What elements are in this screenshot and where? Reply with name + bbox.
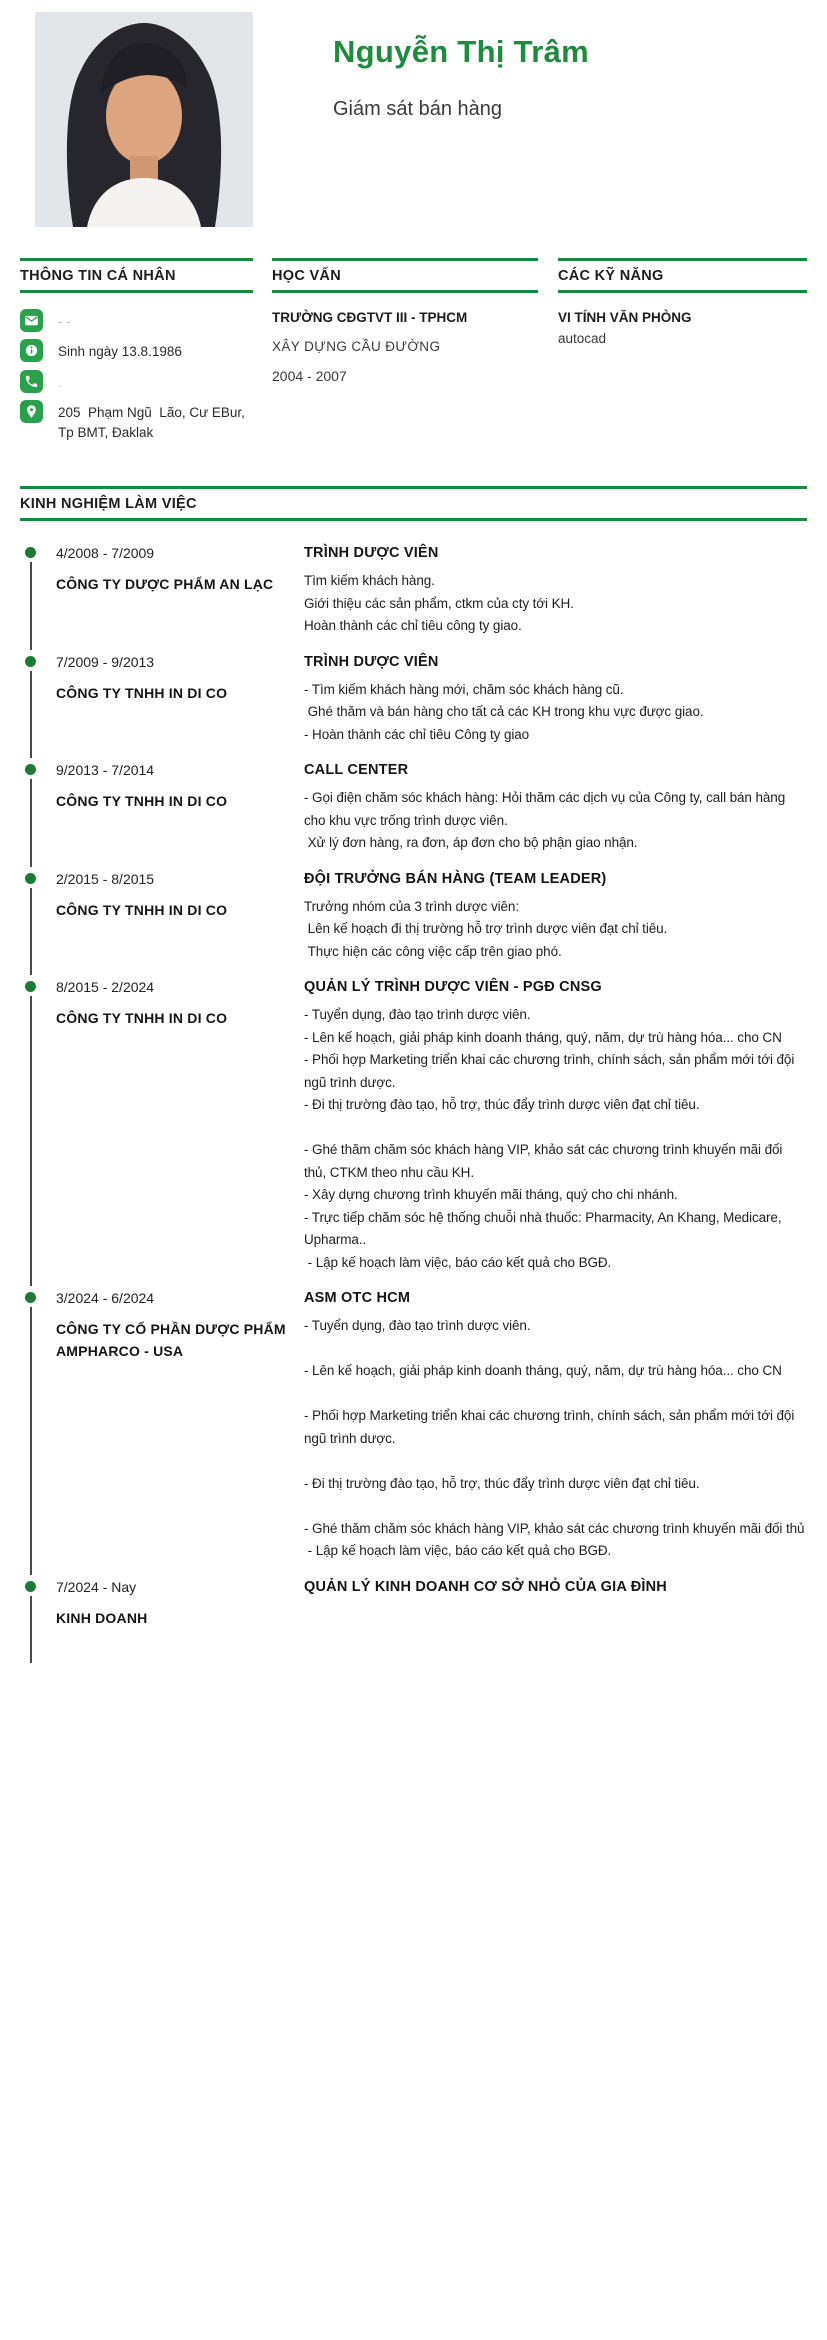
profile-photo	[35, 12, 253, 227]
timeline-line	[30, 779, 32, 867]
skills-section	[558, 258, 807, 346]
personal-info-item	[20, 339, 253, 362]
skills-heading: CÁC KỸ NĂNG	[558, 258, 807, 293]
timeline-rail	[20, 545, 56, 638]
job-description-line: - Hoàn thành các chỉ tiêu Công ty giao	[304, 726, 530, 742]
timeline-dot-icon	[25, 1292, 36, 1303]
job-period: 7/2024 - Nay	[56, 1578, 137, 1595]
timeline-line	[30, 996, 32, 1286]
job-description	[304, 1004, 807, 1274]
job-title: ASM OTC HCM	[304, 1290, 411, 1306]
job-description-line	[304, 1383, 807, 1406]
timeline-rail	[20, 762, 56, 855]
job-company: CÔNG TY TNHH IN DI CO	[56, 684, 228, 701]
education-heading: HỌC VẤN	[272, 258, 538, 293]
job-description	[304, 679, 807, 747]
job-description-line: - Phối hợp Marketing triển khai các chương trình, chính sách, sản phẩm mới tới đội ngũ trình dược.	[304, 1052, 798, 1090]
job-title: QUẢN LÝ KINH DOANH CƠ SỞ NHỎ CỦA GIA ĐÌNH	[304, 1578, 667, 1595]
personal-info-text: 205 Phạm Ngũ Lão, Cư EBur, Tp BMT, Đaklak	[58, 404, 249, 440]
timeline-dot-icon	[25, 764, 36, 775]
job-company: CÔNG TY TNHH IN DI CO	[56, 793, 228, 809]
job-description-line: Trưởng nhóm của 3 trình dược viên:	[304, 898, 519, 914]
job-description-line: - Lập kế hoạch làm việc, báo cáo kết quả cho BGĐ.	[304, 1254, 612, 1270]
job-description-line: - Ghé thăm chăm sóc khách hàng VIP, khảo sát các chương trình khuyến mãi đối thủ, CTKM theo nhu cầu KH.	[304, 1142, 786, 1180]
job-description-line: - Trực tiếp chăm sóc hệ thống chuỗi nhà thuốc: Pharmacity, An Khang, Medicare, Upharma..	[304, 1209, 786, 1247]
job-title: TRÌNH DƯỢC VIÊN	[304, 653, 439, 670]
job-title: QUẢN LÝ TRÌNH DƯỢC VIÊN - PGĐ CNSG	[304, 979, 602, 995]
job-title: ĐỘI TRƯỞNG BÁN HÀNG (TEAM LEADER)	[304, 870, 607, 887]
experience-heading: KINH NGHIỆM LÀM VIỆC	[20, 486, 807, 521]
job-description	[304, 1315, 807, 1563]
job-description-line	[304, 1117, 807, 1140]
job-period: 8/2015 - 2/2024	[56, 979, 155, 995]
job-title: CALL CENTER	[304, 762, 409, 778]
personal-info-text: - -	[58, 314, 71, 329]
experience-entry	[20, 654, 807, 747]
job-description-line: - Đi thị trường đào tạo, hỗ trợ, thúc đẩy trình dược viên đạt chỉ tiêu.	[304, 1475, 700, 1491]
timeline-dot-icon	[25, 873, 36, 884]
job-description-line	[304, 1495, 807, 1518]
personal-info-text: Sinh ngày 13.8.1986	[58, 344, 182, 360]
job-description-line: - Tuyển dụng, đào tạo trình dược viên.	[304, 1007, 531, 1022]
experience-timeline	[20, 545, 807, 1651]
phone-icon	[20, 370, 43, 393]
job-period: 3/2024 - 6/2024	[56, 1290, 155, 1306]
info-icon	[20, 339, 43, 362]
personal-info-text: .	[58, 374, 62, 390]
personal-info-item	[20, 309, 253, 332]
job-description-line: - Xây dựng chương trình khuyến mãi tháng, quý cho chi nhánh.	[304, 1187, 678, 1202]
experience-entry	[20, 1290, 807, 1563]
job-description-line: - Gọi điện chăm sóc khách hàng: Hỏi thăm các dịch vụ của Công ty, call bán hàng cho khu vực trống trình dược viên.	[304, 790, 789, 828]
job-description-line: - Phối hợp Marketing triển khai các chương trình, chính sách, sản phẩm mới tới đội ngũ trình dược.	[304, 1408, 798, 1446]
job-description-line: Xử lý đơn hàng, ra đơn, áp đơn cho bộ phận giao nhận.	[304, 835, 638, 850]
timeline-line	[30, 1596, 32, 1663]
job-company: CÔNG TY CỔ PHẦN DƯỢC PHẨM AMPHARCO - USA	[56, 1321, 286, 1359]
timeline-dot-icon	[25, 656, 36, 667]
education-section	[272, 258, 538, 384]
skill-detail: autocad	[558, 331, 607, 346]
job-description-line: - Lên kế hoạch, giải pháp kinh doanh tháng, quý, năm, dự trù hàng hóa... cho CN	[304, 1029, 782, 1045]
timeline-line	[30, 1307, 32, 1575]
job-description	[304, 570, 807, 638]
job-description-line	[304, 1450, 807, 1473]
email-icon	[20, 309, 43, 332]
job-description-line: - Đi thị trường đào tạo, hỗ trợ, thúc đẩy trình dược viên đạt chỉ tiêu.	[304, 1097, 700, 1112]
location-icon	[20, 400, 43, 423]
education-major: XÂY DỰNG CẦU ĐƯỜNG	[272, 339, 441, 354]
job-description-line: - Ghé thăm chăm sóc khách hàng VIP, khảo sát các chương trình khuyến mãi đối thủ	[304, 1520, 805, 1536]
timeline-dot-icon	[25, 981, 36, 992]
job-description-line: Ghé thăm và bán hàng cho tất cả các KH trong khu vực được giao.	[304, 704, 704, 719]
timeline-line	[30, 671, 32, 759]
personal-info-heading: THÔNG TIN CÁ NHÂN	[20, 258, 253, 293]
job-description-line: Tìm kiếm khách hàng.	[304, 573, 435, 588]
experience-entry	[20, 762, 807, 855]
experience-entry	[20, 545, 807, 638]
experience-section	[20, 486, 807, 1667]
candidate-name: Nguyễn Thị Trâm	[333, 34, 589, 69]
job-description-line: Thực hiện các công việc cấp trên giao phó.	[304, 943, 562, 959]
experience-entry	[20, 871, 807, 964]
job-description-line: - Lập kế hoạch làm việc, báo cáo kết quả cho BGĐ.	[304, 1543, 612, 1558]
skill-title: VI TÍNH VĂN PHÒNG	[558, 310, 692, 325]
timeline-rail	[20, 654, 56, 747]
timeline-rail	[20, 1290, 56, 1563]
job-period: 9/2013 - 7/2014	[56, 762, 155, 778]
job-period: 2/2015 - 8/2015	[56, 870, 155, 887]
timeline-dot-icon	[25, 547, 36, 558]
personal-info-section	[20, 258, 253, 450]
timeline-line	[30, 888, 32, 976]
timeline-dot-icon	[25, 1581, 36, 1592]
timeline-line	[30, 562, 32, 650]
timeline-rail	[20, 871, 56, 964]
candidate-job-title: Giám sát bán hàng	[333, 98, 502, 120]
job-title: TRÌNH DƯỢC VIÊN	[304, 545, 439, 561]
job-description-line: - Tìm kiếm khách hàng mới, chăm sóc khách hàng cũ.	[304, 681, 624, 697]
job-period: 4/2008 - 7/2009	[56, 545, 155, 561]
job-description	[304, 787, 807, 855]
job-period: 7/2009 - 9/2013	[56, 653, 155, 670]
job-company: KINH DOANH	[56, 1609, 148, 1626]
job-description-line: Giới thiệu các sản phẩm, ctkm của cty tới KH.	[304, 595, 574, 611]
job-description-line: - Tuyển dụng, đào tạo trình dược viên.	[304, 1318, 531, 1333]
personal-info-list	[20, 309, 253, 443]
job-company: CÔNG TY TNHH IN DI CO	[56, 901, 228, 918]
job-description	[304, 896, 807, 964]
timeline-rail	[20, 1579, 56, 1651]
education-years: 2004 - 2007	[272, 368, 347, 384]
timeline-rail	[20, 979, 56, 1274]
personal-info-item	[20, 400, 253, 444]
job-description-line: Hoàn thành các chỉ tiêu công ty giao.	[304, 618, 522, 633]
education-school: TRƯỜNG CĐGTVT III - TPHCM	[272, 310, 468, 325]
experience-entry	[20, 979, 807, 1274]
job-company: CÔNG TY TNHH IN DI CO	[56, 1010, 228, 1026]
job-description-line	[304, 1338, 807, 1361]
job-company: CÔNG TY DƯỢC PHẨM AN LẠC	[56, 576, 274, 592]
personal-info-item	[20, 370, 253, 393]
job-description-line: - Lên kế hoạch, giải pháp kinh doanh tháng, quý, năm, dự trù hàng hóa... cho CN	[304, 1363, 782, 1378]
experience-entry	[20, 1579, 807, 1651]
job-description-line: Lên kế hoạch đi thị trường hỗ trợ trình dược viên đạt chỉ tiêu.	[304, 921, 668, 936]
